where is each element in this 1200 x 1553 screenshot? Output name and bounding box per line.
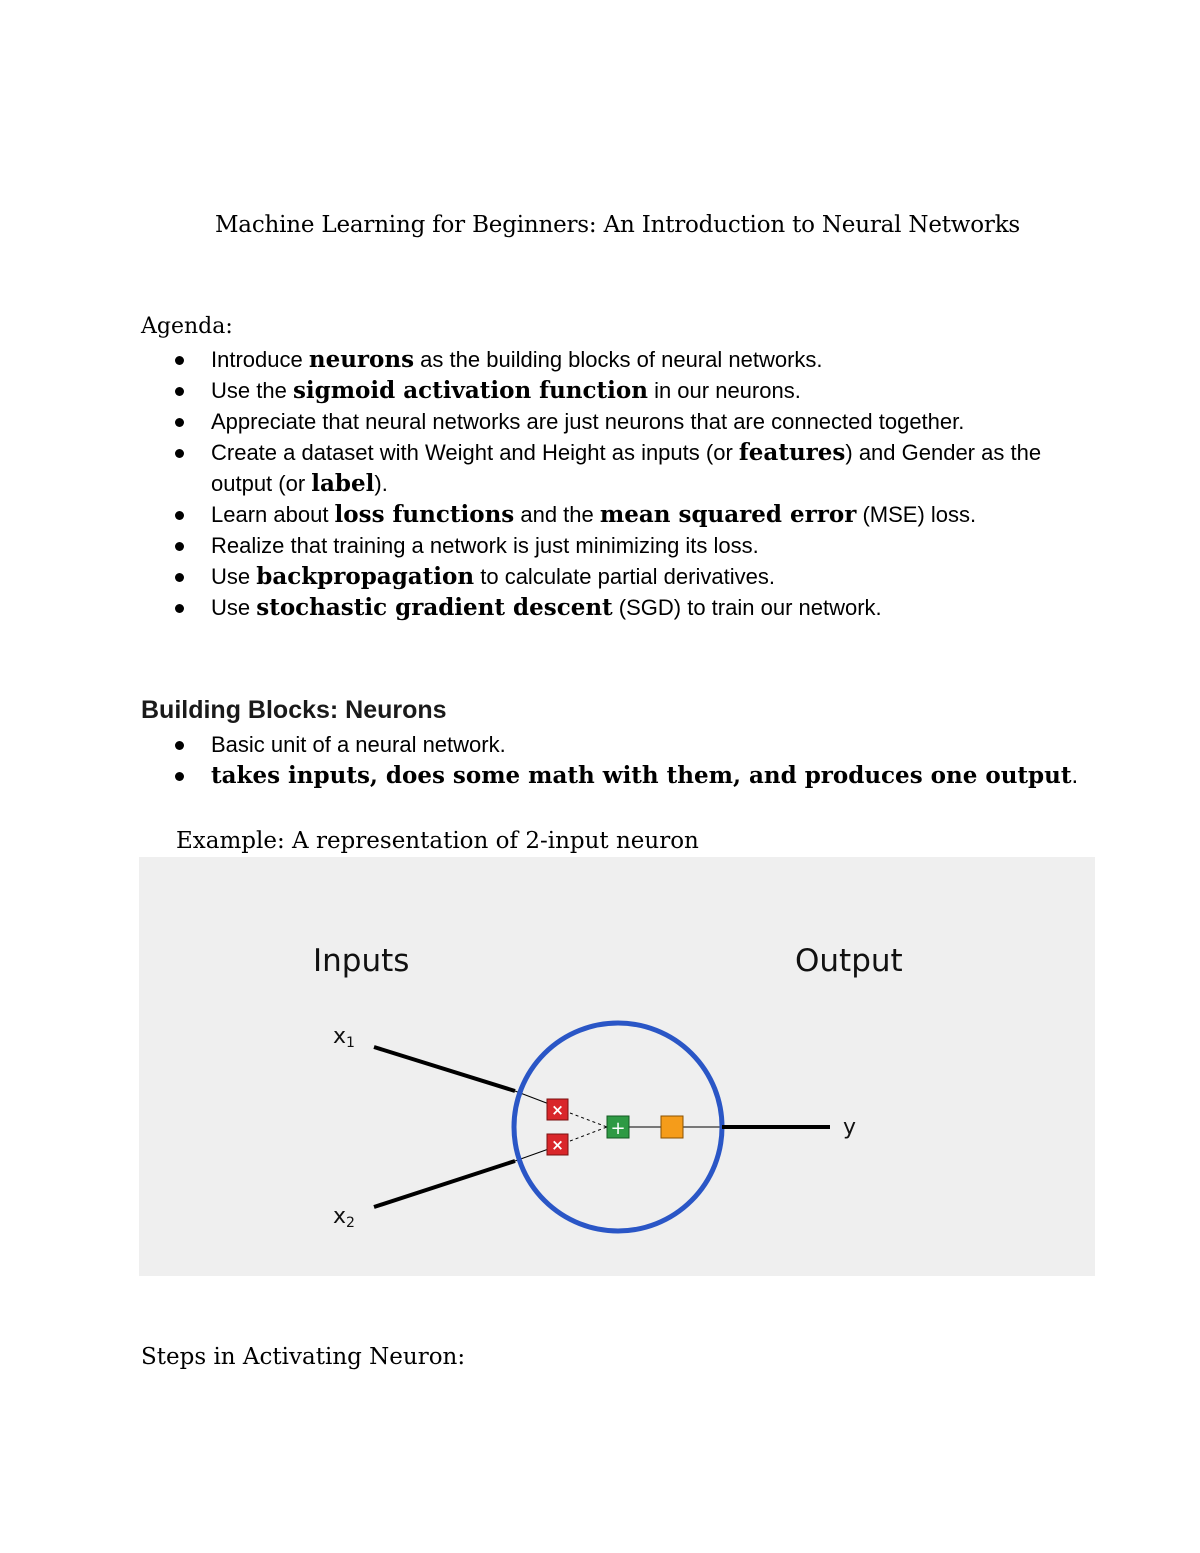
list-item [141,561,1101,592]
bold-term: label [311,470,375,497]
bullet-icon [175,356,184,365]
multiply-icon: × [551,1101,564,1119]
text-run: as the building blocks of neural networks. [414,347,823,372]
neuron-diagram-svg [139,857,1095,1276]
list-item [141,406,1101,437]
diagram-background [139,857,1095,1276]
bullet-icon [175,387,184,396]
text-run: Create a dataset with Weight and Height as inputs (or [211,440,739,465]
text-run: Introduce [211,347,309,372]
list-item [141,437,1101,499]
agenda-heading: Agenda: [141,314,233,339]
output-y-label: y [843,1115,857,1140]
bullet-icon [175,604,184,613]
text-run: ) and Gender as the output (or [211,440,1042,496]
bullet-icon [175,573,184,582]
text-run: ). [374,471,388,496]
bold-term: neurons [308,346,415,373]
text-run: in our neurons. [647,378,801,403]
multiply-node-2 [547,1134,568,1155]
list-item [141,760,1101,791]
text-run: Use the [211,378,293,403]
text-run: Basic unit of a neural network. [211,732,506,757]
bold-term: mean squared error [599,501,857,528]
multiply-icon: × [551,1136,564,1154]
input-x1-label: x1 [333,1024,355,1051]
text-run: to calculate partial derivatives. [474,564,775,589]
text-run: (SGD) to train our network. [612,595,882,620]
list-item [141,729,1101,760]
bold-term: backpropagation [256,563,475,590]
agenda-list [141,344,1101,623]
text-run: (MSE) loss. [856,502,977,527]
text-run: Appreciate that neural networks are just neurons that are connected together. [211,409,965,434]
bold-term: stochastic gradient descent [256,594,613,621]
document-title: Machine Learning for Beginners: An Introduction to Neural Networks [214,212,1021,238]
bullet-icon [175,772,184,781]
sum-node [607,1116,629,1139]
building-blocks-list [141,729,1101,791]
neuron-diagram [139,857,1095,1276]
example-caption: Example: A representation of 2-input neuron [176,828,699,854]
bold-term: features [738,439,846,466]
bullet-icon [175,418,184,427]
steps-heading: Steps in Activating Neuron: [141,1344,466,1370]
text-run: Learn about [211,502,335,527]
bullet-icon [175,741,184,750]
inputs-label: Inputs [313,943,410,979]
text-run: and the [514,502,600,527]
list-item [141,592,1101,623]
list-item [141,344,1101,375]
bold-term: loss functions [334,501,515,528]
bold-term: takes inputs, does some math with them, and produces one output [211,762,1072,789]
text-run: Realize that training a network is just minimizing its loss. [211,533,759,558]
output-label: Output [795,943,903,979]
text-run: Use [211,564,257,589]
bullet-icon [175,511,184,520]
bullet-icon [175,542,184,551]
list-item [141,530,1101,561]
activation-box [661,1116,683,1138]
input-x2-label: x2 [333,1204,355,1231]
list-item [141,499,1101,530]
bullet-icon [175,449,184,458]
list-item [141,375,1101,406]
multiply-node-1 [547,1099,568,1120]
text-run: Use [211,595,257,620]
text-run: . [1071,762,1079,789]
building-blocks-heading: Building Blocks: Neurons [141,696,447,724]
plus-icon: + [610,1118,626,1139]
bold-term: sigmoid activation function [292,377,648,404]
